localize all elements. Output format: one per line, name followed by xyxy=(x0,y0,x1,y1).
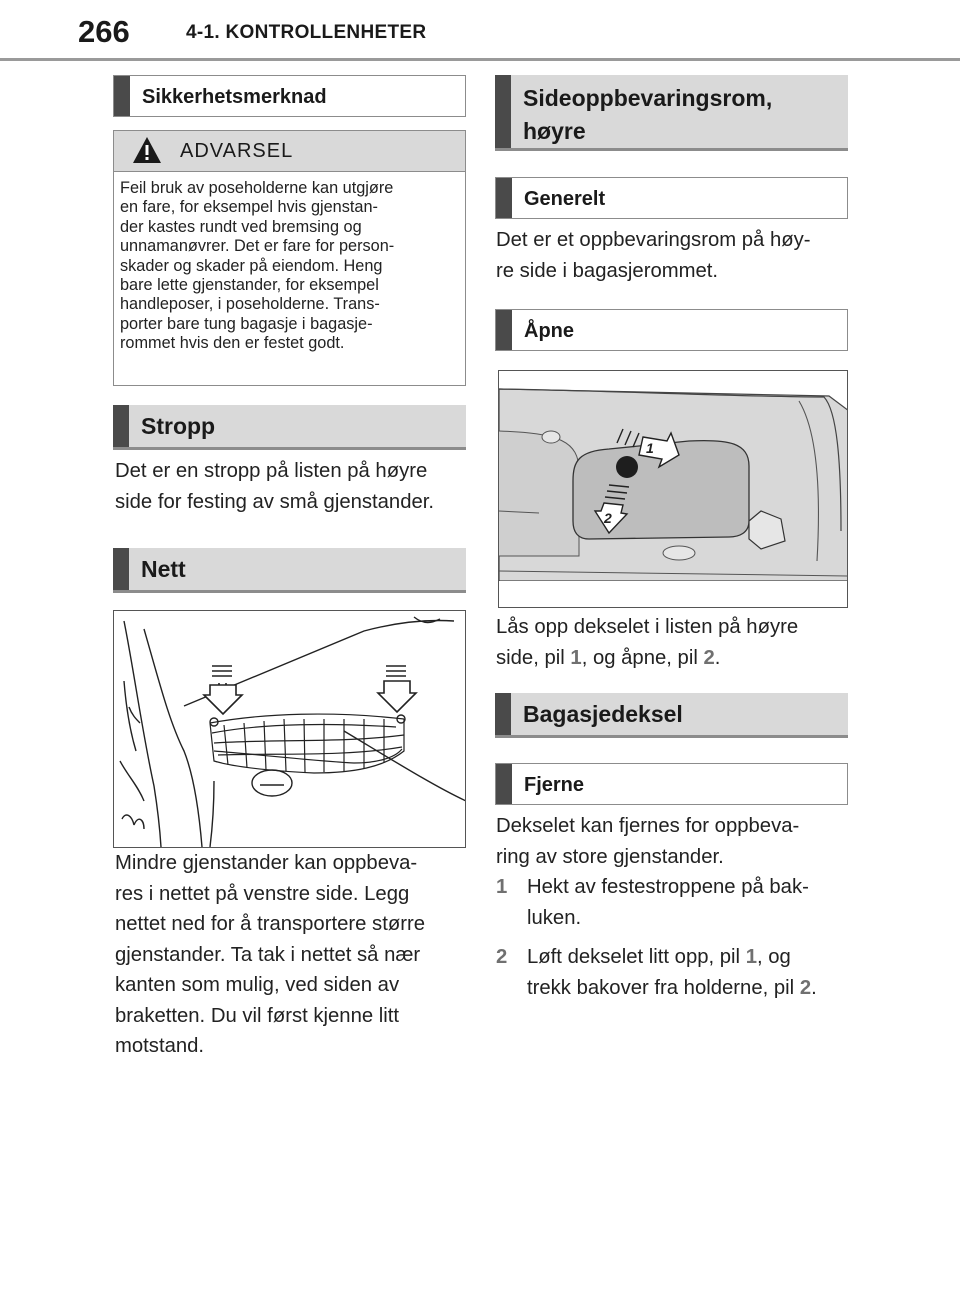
net-heading: Nett xyxy=(113,548,466,593)
side-storage-heading: Sideoppbevaringsrom, høyre xyxy=(495,75,848,151)
figure-label-2: 2 xyxy=(604,510,612,526)
warning-triangle-icon xyxy=(132,136,162,164)
general-heading: Generelt xyxy=(495,177,848,219)
net-text: Mindre gjenstander kan oppbeva- res i nettet på venstre side. Legg nettet ned for å transportere større gjenstander. Ta tak i nettet så nær kanten som mulig, ved siden av braketten. Du vil først kjenne litt motstand. xyxy=(115,852,426,1057)
page-number: 266 xyxy=(78,14,130,49)
remove-text: Dekselet kan fjernes for oppbeva- ring av store gjenstander. xyxy=(496,815,800,868)
strap-heading: Stropp xyxy=(113,405,466,450)
side-storage-illustration xyxy=(498,370,848,608)
warning-text: Feil bruk av poseholderne kan utgjøre en fare, for eksempel hvis gjenstan- der kastes rundt ved bremsing og unnamanøvrer. Det er fare for person- skader og skader på eiendom. Heng bare lette gjenstander, for eksempel handleposer, i poseholderne. Trans- porter bare tung bagasje i bagasje- rommet hvis den er festet godt. xyxy=(120,179,395,353)
list-item: 2 Løft dekselet litt opp, pil 1, og trekk bakover fra holderne, pil 2. xyxy=(496,946,817,999)
figure-label-1: 1 xyxy=(646,440,654,456)
open-heading: Åpne xyxy=(495,309,848,351)
cover-heading: Bagasjedeksel xyxy=(495,693,848,738)
warning-box xyxy=(113,130,466,386)
remove-steps xyxy=(496,872,848,1012)
header-rule xyxy=(0,58,960,61)
strap-text: Det er en stropp på listen på høyre side for festing av små gjenstander. xyxy=(115,460,435,513)
list-item: 1 Hekt av festestroppene på bak- luken. xyxy=(496,876,809,929)
unlock-text: Lås opp dekselet i listen på høyre side, pil 1, og åpne, pil 2. xyxy=(496,616,799,669)
warning-title: ADVARSEL xyxy=(180,140,294,162)
general-text: Det er et oppbevaringsrom på høy- re side i bagasjerommet. xyxy=(496,229,811,282)
net-illustration xyxy=(113,610,466,848)
remove-heading: Fjerne xyxy=(495,763,848,805)
safety-heading: Sikkerhetsmerknad xyxy=(113,75,466,117)
chapter-title: 4-1. KONTROLLENHETER xyxy=(186,22,427,43)
